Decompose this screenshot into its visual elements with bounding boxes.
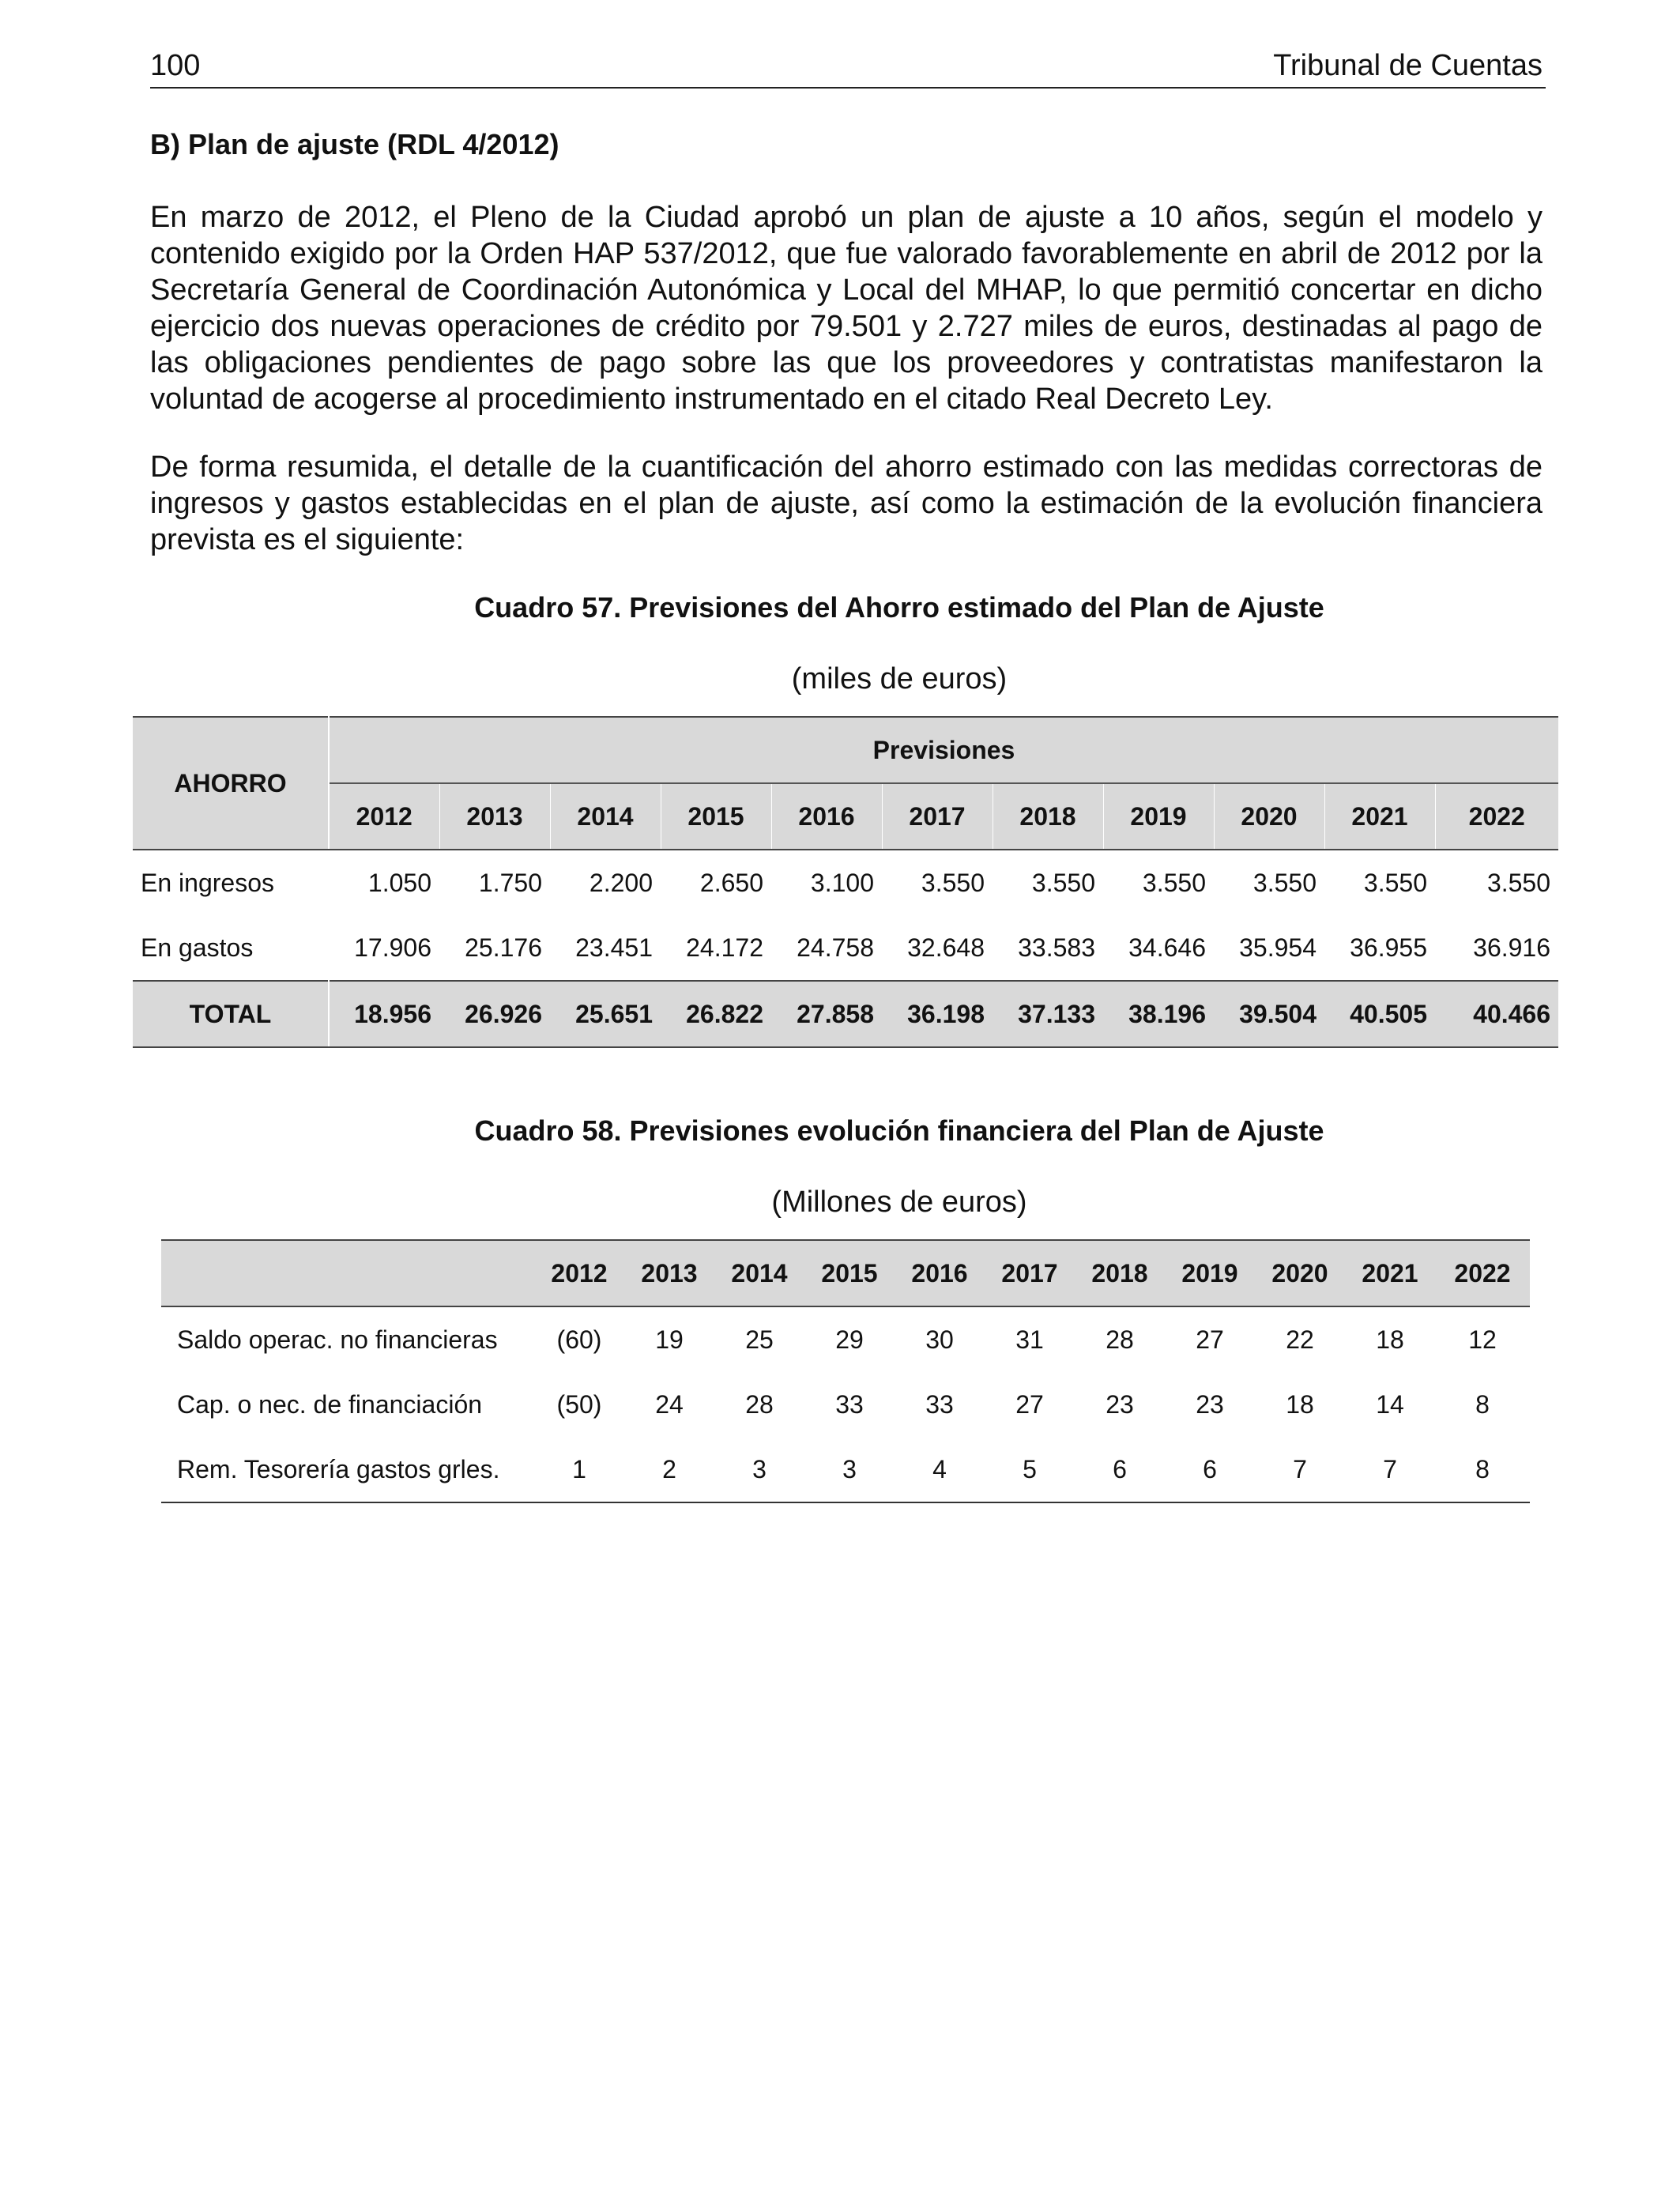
cuadro58-year-header: 2015 <box>804 1240 895 1306</box>
cuadro57-row-header: AHORRO <box>133 717 329 850</box>
table-cell: 27 <box>1196 1325 1224 1354</box>
table-row <box>133 850 1558 915</box>
table-cell: 2.200 <box>589 868 653 897</box>
row-label: Saldo operac. no financieras <box>177 1325 498 1354</box>
cuadro57-year-header: 2022 <box>1435 783 1558 850</box>
cuadro58-year-header: 2022 <box>1435 1240 1530 1306</box>
table-cell: 3 <box>714 1437 804 1502</box>
table-cell: 24.172 <box>686 933 763 962</box>
table-cell: 23 <box>1196 1389 1224 1419</box>
table-cell: 8 <box>1435 1437 1530 1502</box>
total-cell: 18.956 <box>329 981 439 1047</box>
table-cell: 1.050 <box>367 868 431 897</box>
cuadro58-year-header: 2018 <box>1075 1240 1165 1306</box>
cuadro58-year-header: 2016 <box>895 1240 985 1306</box>
table-cell: 28 <box>1106 1325 1134 1354</box>
table-cell: 1.750 <box>478 868 542 897</box>
table-cell: 3 <box>804 1437 895 1502</box>
table-cell: 8 <box>1475 1389 1490 1419</box>
cuadro58-table <box>161 1239 1530 1503</box>
row-label: Cap. o nec. de financiación <box>177 1389 483 1419</box>
table-cell: 30 <box>925 1325 954 1354</box>
total-cell: 40.466 <box>1435 981 1558 1047</box>
table-cell: 2 <box>624 1437 714 1502</box>
total-cell: 26.822 <box>661 981 771 1047</box>
section-title: B) Plan de ajuste (RDL 4/2012) <box>150 128 559 160</box>
table-cell: (60) <box>556 1325 602 1354</box>
cuadro58-year-row <box>161 1240 1530 1306</box>
cuadro57-caption: Cuadro 57. Previsiones del Ahorro estimado del Plan de Ajuste <box>474 591 1324 624</box>
total-cell: 26.926 <box>439 981 550 1047</box>
cuadro57-year-header: 2015 <box>661 783 771 850</box>
table-cell: 18 <box>1376 1325 1404 1354</box>
table-cell: 1 <box>534 1437 624 1502</box>
paragraph-resumen: De forma resumida, el detalle de la cuantificación del ahorro estimado con las medidas correctoras de ingresos y gastos establecidas en el plan de ajuste, así como la estimación de la evolución financiera prevista es el siguiente: <box>150 450 1543 556</box>
cuadro57-year-header: 2016 <box>771 783 882 850</box>
table-cell: 6 <box>1075 1437 1165 1502</box>
cuadro57-year-header: 2017 <box>882 783 993 850</box>
table-cell: 33.583 <box>1018 933 1095 962</box>
row-label: Rem. Tesorería gastos grles. <box>161 1437 534 1502</box>
cuadro58-year-header: 2014 <box>714 1240 804 1306</box>
cuadro58-year-header: 2021 <box>1345 1240 1435 1306</box>
cuadro57-year-header: 2018 <box>993 783 1103 850</box>
total-cell: 27.858 <box>771 981 882 1047</box>
cuadro57-group-header: Previsiones <box>329 717 1558 783</box>
cuadro57-unit: (miles de euros) <box>791 662 1008 696</box>
table-cell: 3.550 <box>1486 868 1551 897</box>
running-title: Tribunal de Cuentas <box>1273 49 1543 82</box>
table-cell: 3.550 <box>1031 868 1095 897</box>
page-header <box>150 46 1546 89</box>
table-cell: 25 <box>745 1325 774 1354</box>
table-cell: 23.451 <box>575 933 653 962</box>
total-cell: 40.505 <box>1324 981 1435 1047</box>
cuadro58-year-header: 2012 <box>534 1240 624 1306</box>
cuadro57-year-row <box>133 783 1558 850</box>
table-cell: 5 <box>985 1437 1075 1502</box>
cuadro58-year-header: 2013 <box>624 1240 714 1306</box>
cuadro58-year-header: 2017 <box>985 1240 1075 1306</box>
table-cell: 36.955 <box>1350 933 1427 962</box>
cuadro57-year-header: 2020 <box>1214 783 1324 850</box>
page-number: 100 <box>150 49 201 82</box>
table-cell: (50) <box>556 1389 602 1419</box>
table-cell: 3.100 <box>810 868 874 897</box>
table-cell: 12 <box>1468 1325 1497 1354</box>
row-label: En ingresos <box>141 868 274 897</box>
cuadro58-caption: Cuadro 58. Previsiones evolución financiera del Plan de Ajuste <box>474 1114 1324 1147</box>
table-cell: 36.916 <box>1473 933 1551 962</box>
table-cell: 31 <box>1015 1325 1044 1354</box>
cuadro58-body <box>161 1306 1530 1502</box>
table-cell: 3.550 <box>1142 868 1206 897</box>
table-cell: 32.648 <box>907 933 985 962</box>
table-row <box>161 1437 1530 1502</box>
table-cell: 7 <box>1255 1437 1345 1502</box>
cuadro57-header <box>133 717 1558 850</box>
table-cell: 7 <box>1345 1437 1435 1502</box>
cuadro57-year-header: 2021 <box>1324 783 1435 850</box>
cuadro57-year-header: 2019 <box>1103 783 1214 850</box>
cuadro57-year-header: 2014 <box>550 783 661 850</box>
cuadro58-unit: (Millones de euros) <box>771 1186 1027 1219</box>
cuadro57-year-header: 2012 <box>329 783 439 850</box>
table-cell: 6 <box>1165 1437 1255 1502</box>
table-cell: 17.906 <box>354 933 431 962</box>
table-cell: 19 <box>655 1325 684 1354</box>
table-row <box>161 1372 1530 1437</box>
total-row <box>133 981 1558 1047</box>
table-cell: 3.550 <box>1252 868 1317 897</box>
cuadro57-table <box>133 716 1558 1048</box>
total-cell: 36.198 <box>882 981 993 1047</box>
table-cell: 28 <box>745 1389 774 1419</box>
row-label: En gastos <box>141 933 254 962</box>
table-cell: 24 <box>655 1389 684 1419</box>
table-cell: 14 <box>1376 1389 1404 1419</box>
total-cell: 37.133 <box>993 981 1103 1047</box>
table-cell: 4 <box>895 1437 985 1502</box>
table-cell: 35.954 <box>1239 933 1317 962</box>
table-cell: 2.650 <box>699 868 763 897</box>
cuadro58-year-header: 2019 <box>1165 1240 1255 1306</box>
cuadro58-header <box>161 1240 1530 1306</box>
table-cell: 3.550 <box>1363 868 1427 897</box>
cuadro58-year-header: 2020 <box>1255 1240 1345 1306</box>
total-cell: 39.504 <box>1214 981 1324 1047</box>
table-cell: 27 <box>1015 1389 1044 1419</box>
table-cell: 18 <box>1286 1389 1314 1419</box>
table-row <box>133 915 1558 981</box>
total-cell: 38.196 <box>1103 981 1214 1047</box>
table-cell: 23 <box>1106 1389 1134 1419</box>
table-cell: 25.176 <box>465 933 542 962</box>
table-cell: 24.758 <box>797 933 874 962</box>
cuadro58-corner-cell <box>161 1240 534 1306</box>
total-cell: 25.651 <box>550 981 661 1047</box>
table-cell: 22 <box>1286 1325 1314 1354</box>
table-cell: 33 <box>925 1389 954 1419</box>
table-cell: 34.646 <box>1128 933 1206 962</box>
table-row <box>161 1306 1530 1372</box>
cuadro57-year-header: 2013 <box>439 783 550 850</box>
total-label: TOTAL <box>133 981 329 1047</box>
table-cell: 33 <box>835 1389 864 1419</box>
table-cell: 29 <box>835 1325 864 1354</box>
table-cell: 3.550 <box>921 868 985 897</box>
cuadro57-body <box>133 850 1558 1047</box>
paragraph-plan-ajuste: En marzo de 2012, el Pleno de la Ciudad aprobó un plan de ajuste a 10 años, según el modelo y contenido exigido por la Orden HAP 537/2012, que fue valorado favorablemente en abril de 2012 por la Secretaría General de Coordinación Autonómica y Local del MHAP, lo que permitió concertar en dicho ejercicio dos nuevas operaciones de crédito por 79.501 y 2.727 miles de euros, destinadas al pago de las obligaciones pendientes de pago sobre las que los proveedores y contratistas manifestaron la voluntad de acogerse al procedimiento instrumentado en el citado Real Decreto Ley. <box>150 201 1543 416</box>
